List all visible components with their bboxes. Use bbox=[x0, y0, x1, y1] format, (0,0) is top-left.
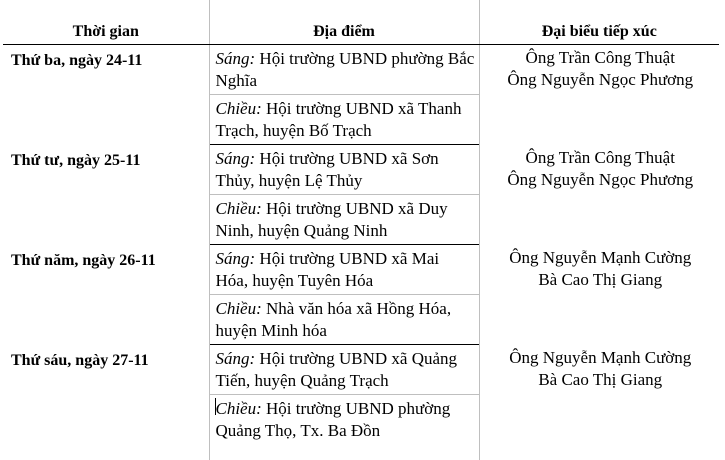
delegate-name: Ông Trần Công Thuật bbox=[486, 147, 716, 169]
afternoon-place: Nhà văn hóa xã Hồng Hóa, huyện Minh hóa bbox=[216, 299, 452, 340]
morning-location-cell bbox=[209, 45, 479, 95]
afternoon-place: Hội trường UBND xã Thanh Trạch, huyện Bố Trạch bbox=[216, 99, 462, 140]
morning-location-cell bbox=[209, 145, 479, 195]
afternoon-place: Hội trường UBND xã Duy Ninh, huyện Quảng Ninh bbox=[216, 199, 448, 240]
afternoon-label: Chiều: bbox=[216, 199, 262, 218]
table-row bbox=[3, 245, 719, 295]
table-row bbox=[3, 345, 719, 395]
delegates-cell bbox=[479, 345, 719, 460]
header-delegates: Đại biểu tiếp xúc bbox=[479, 0, 719, 45]
delegates-cell bbox=[479, 45, 719, 145]
morning-place: Hội trường UBND xã Mai Hóa, huyện Tuyên Hóa bbox=[216, 249, 440, 290]
table-row bbox=[3, 145, 719, 195]
day-cell: Thứ tư, ngày 25-11 bbox=[3, 145, 209, 245]
morning-label: Sáng: bbox=[216, 249, 256, 268]
afternoon-location-cell bbox=[209, 195, 479, 245]
afternoon-location-cell bbox=[209, 395, 479, 460]
morning-place: Hội trường UBND xã Sơn Thủy, huyện Lệ Thủy bbox=[216, 149, 439, 190]
text-cursor bbox=[215, 398, 216, 415]
morning-location-cell bbox=[209, 245, 479, 295]
day-cell: Thứ sáu, ngày 27-11 bbox=[3, 345, 209, 460]
header-row bbox=[3, 0, 719, 45]
delegate-name: Ông Nguyễn Mạnh Cường bbox=[486, 247, 716, 269]
afternoon-location-cell bbox=[209, 95, 479, 145]
delegates-cell bbox=[479, 245, 719, 345]
day-cell: Thứ năm, ngày 26-11 bbox=[3, 245, 209, 345]
afternoon-place: Hội trường UBND phường Quảng Thọ, Tx. Ba Đồn bbox=[216, 399, 451, 440]
morning-place: Hội trường UBND xã Quảng Tiến, huyện Quảng Trạch bbox=[216, 349, 458, 390]
afternoon-label: Chiều: bbox=[216, 399, 262, 418]
afternoon-label: Chiều: bbox=[216, 99, 262, 118]
delegate-name: Ông Nguyễn Ngọc Phương bbox=[486, 69, 716, 91]
morning-label: Sáng: bbox=[216, 49, 256, 68]
schedule-table bbox=[3, 0, 719, 460]
header-time: Thời gian bbox=[3, 0, 209, 45]
delegate-name: Ông Nguyễn Mạnh Cường bbox=[486, 347, 716, 369]
morning-place: Hội trường UBND phường Bắc Nghĩa bbox=[216, 49, 475, 90]
delegate-name: Bà Cao Thị Giang bbox=[486, 269, 716, 291]
delegate-name: Bà Cao Thị Giang bbox=[486, 369, 716, 391]
afternoon-label: Chiều: bbox=[216, 299, 262, 318]
delegate-name: Ông Nguyễn Ngọc Phương bbox=[486, 169, 716, 191]
delegates-cell bbox=[479, 145, 719, 245]
table-row bbox=[3, 45, 719, 95]
morning-label: Sáng: bbox=[216, 349, 256, 368]
morning-label: Sáng: bbox=[216, 149, 256, 168]
morning-location-cell bbox=[209, 345, 479, 395]
afternoon-location-cell bbox=[209, 295, 479, 345]
delegate-name: Ông Trần Công Thuật bbox=[486, 47, 716, 69]
day-cell: Thứ ba, ngày 24-11 bbox=[3, 45, 209, 145]
header-location: Địa điểm bbox=[209, 0, 479, 45]
